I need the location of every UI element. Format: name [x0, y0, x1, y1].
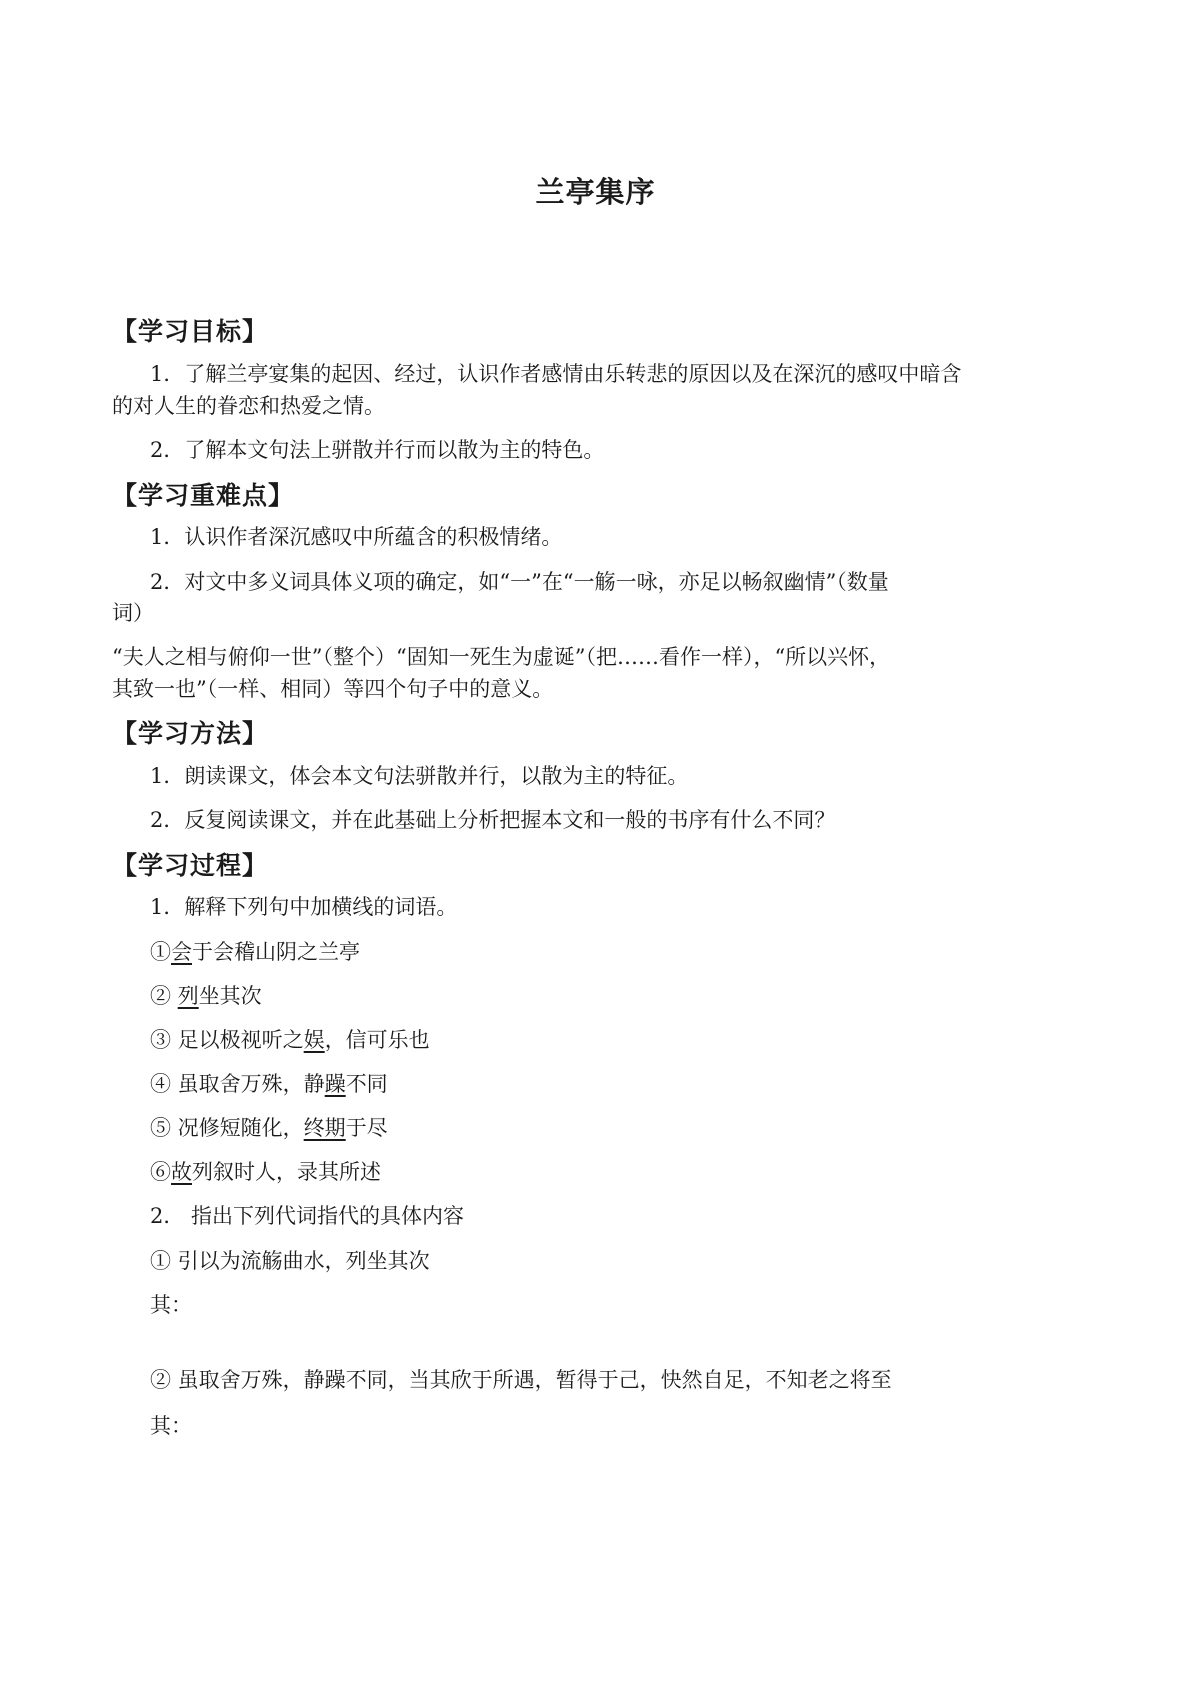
q1-item-6-number: ⑥ — [150, 1160, 171, 1184]
q1-item-1-rest: 于会稽山阴之兰亭 — [192, 940, 360, 964]
q1-item-4-prefix: ④ 虽取舍万殊，静 — [150, 1072, 325, 1096]
q1-item-2-number: ② — [150, 984, 171, 1008]
q1-item-5 — [150, 1112, 388, 1142]
key-point-item-2-line-1: 2．对文中多义词具体义项的确定，如“一”在“一觞一咏，亦足以畅叙幽情”（数量 — [150, 570, 889, 594]
q2-item-2-answer-label: 其： — [150, 1414, 192, 1438]
q1-item-2-underlined-word: 列 — [177, 984, 199, 1008]
q1-item-3-rest: ，信可乐也 — [324, 1028, 430, 1052]
q1-item-6-rest: 列叙时人，录其所述 — [192, 1160, 381, 1184]
q1-item-5-underlined-word: 终期 — [303, 1116, 346, 1140]
section-heading-methods: 【学习方法】 — [112, 719, 269, 748]
objective-item-2: 2．了解本文句法上骈散并行而以散为主的特色。 — [150, 438, 605, 462]
q2-item-1: ① 引以为流觞曲水，列坐其次 — [150, 1249, 430, 1273]
q1-item-1-number: ① — [150, 940, 171, 964]
section-heading-key-points: 【学习重难点】 — [112, 481, 295, 510]
q1-item-4 — [150, 1068, 388, 1098]
method-item-1: 1．朗读课文，体会本文句法骈散并行，以散为主的特征。 — [150, 764, 689, 788]
q1-item-1-underlined-word: 会 — [171, 940, 192, 964]
q1-item-5-prefix: ⑤ 况修短随化， — [150, 1116, 304, 1140]
q1-item-3-underlined-word: 娱 — [303, 1028, 325, 1052]
q1-item-2 — [150, 980, 262, 1010]
q2-item-2: ② 虽取舍万殊，静躁不同，当其欣于所遇，暂得于己，快然自足，不知老之将至 — [150, 1368, 892, 1392]
objective-item-1-line-1: 1．了解兰亭宴集的起因、经过，认识作者感情由乐转悲的原因以及在深沉的感叹中暗含 — [150, 362, 962, 386]
key-point-item-2-line-4: 其致一也”（一样、相同）等四个句子中的意义。 — [112, 677, 554, 701]
q1-item-6 — [150, 1156, 381, 1186]
key-point-item-2-line-2: 词） — [112, 601, 154, 625]
page-title: 兰亭集序 — [535, 175, 656, 209]
q1-item-4-rest: 不同 — [345, 1072, 388, 1096]
q1-item-2-rest: 坐其次 — [198, 984, 262, 1008]
q1-item-3-prefix: ③ 足以极视听之 — [150, 1028, 304, 1052]
process-question-2: 2． 指出下列代词指代的具体内容 — [150, 1204, 465, 1228]
q1-item-4-underlined-word: 躁 — [324, 1072, 346, 1096]
q1-item-6-underlined-word: 故 — [171, 1160, 192, 1184]
q1-item-5-rest: 于尽 — [345, 1116, 388, 1140]
section-heading-objectives: 【学习目标】 — [112, 317, 269, 346]
key-point-item-2-line-3: “夫人之相与俯仰一世”（整个）“固知一死生为虚诞”（把……看作一样），“所以兴怀， — [112, 645, 891, 669]
q1-item-3 — [150, 1024, 430, 1054]
q2-item-1-answer-label: 其： — [150, 1293, 192, 1317]
objective-item-1-line-2: 的对人生的眷恋和热爱之情。 — [112, 394, 385, 418]
process-question-1: 1．解释下列句中加横线的词语。 — [150, 895, 458, 919]
key-point-item-1: 1．认识作者深沉感叹中所蕴含的积极情绪。 — [150, 525, 563, 549]
method-item-2: 2．反复阅读课文，并在此基础上分析把握本文和一般的书序有什么不同？ — [150, 808, 836, 832]
q1-item-1 — [150, 936, 360, 966]
section-heading-process: 【学习过程】 — [112, 851, 269, 880]
